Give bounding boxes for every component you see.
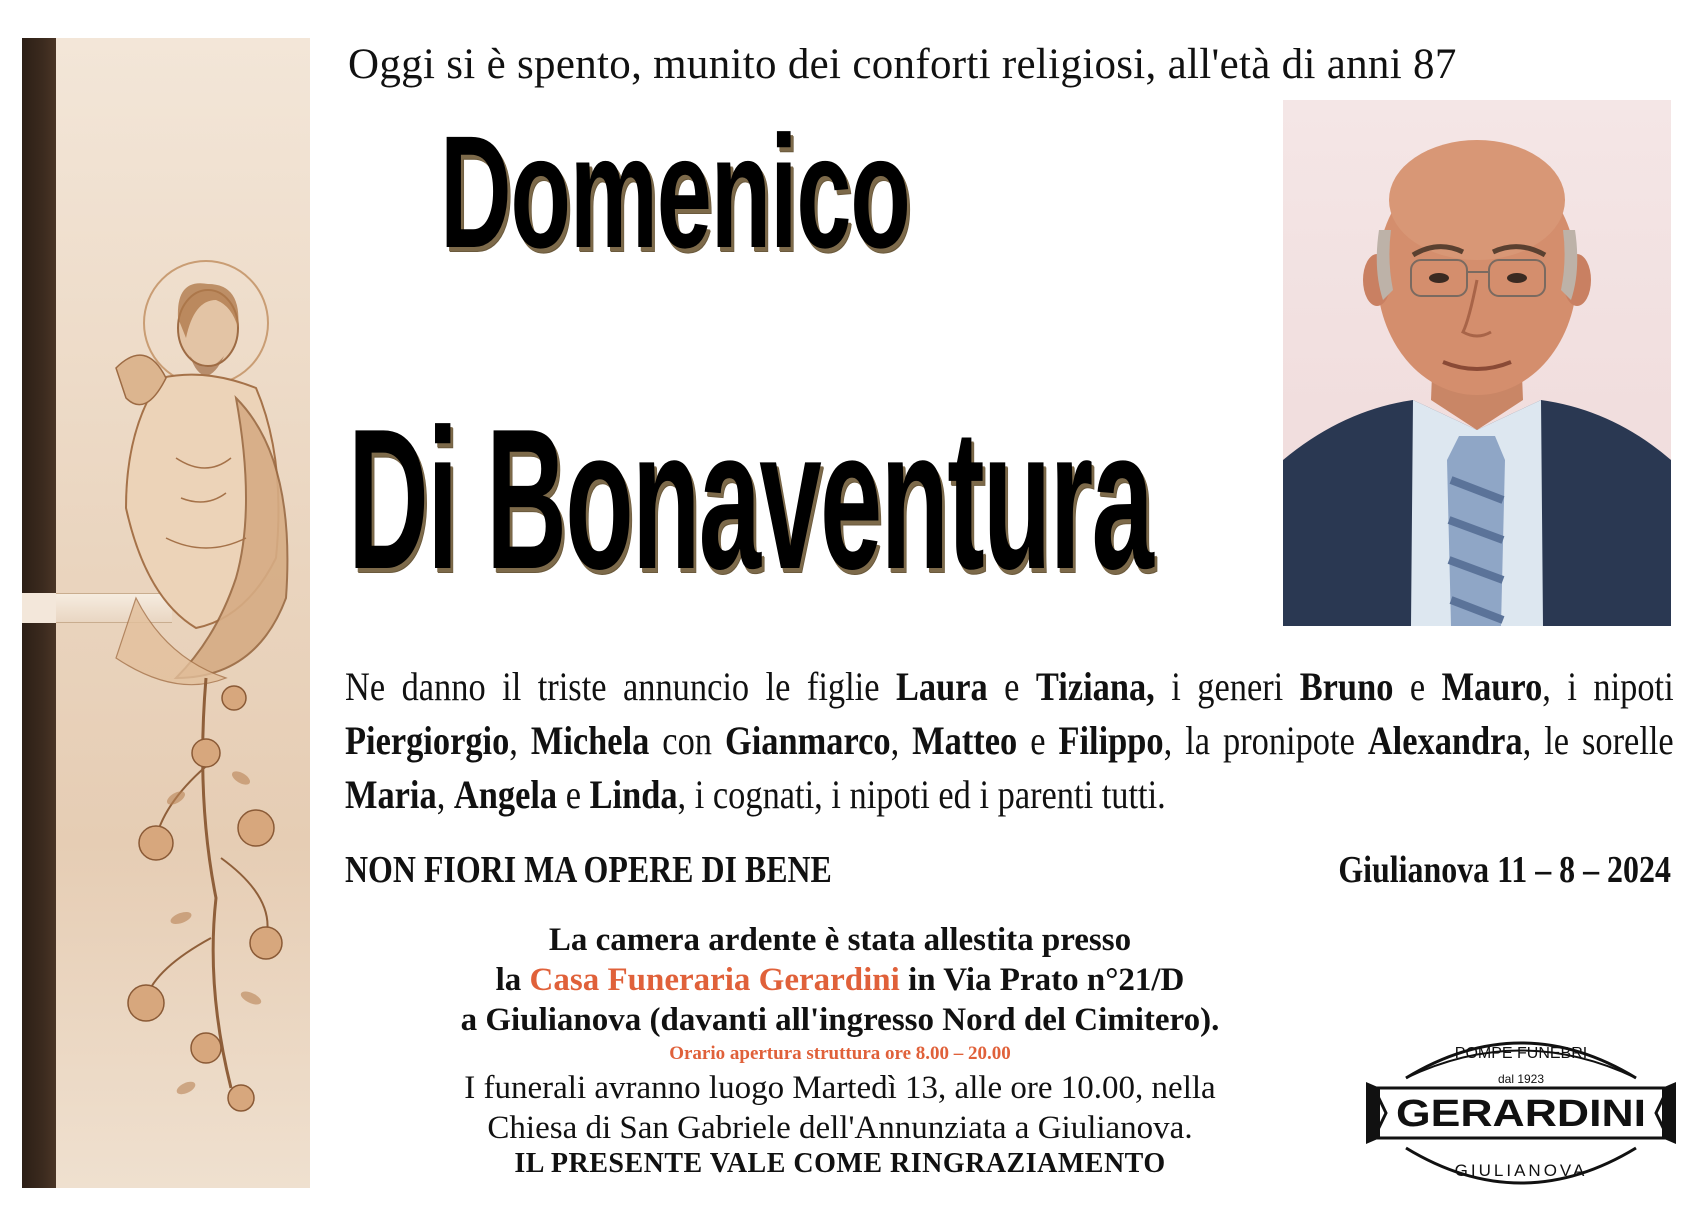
name-alexandra: Alexandra [1367,718,1523,763]
portrait-photo [1283,100,1671,626]
funeral-line-1: I funerali avranno luogo Martedì 13, alle ore 10.00, nella [464,1070,1216,1106]
logo-city-text: GIULIANOVA [1454,1161,1588,1180]
deceased-last-name: Di Bonaventura [348,388,1153,611]
name-matteo: Matteo [912,718,1018,763]
deceased-first-name: Domenico [440,102,910,281]
place-date: Giulianova 11 – 8 – 2024 [1338,849,1671,891]
name-michela: Michela [530,718,650,763]
name-piergiorgio: Piergiorgio [345,718,510,763]
thanks-note: IL PRESENTE VALE COME RINGRAZIAMENTO [514,1148,1166,1179]
name-gianmarco: Gianmarco [724,718,891,763]
name-bruno: Bruno [1299,664,1394,709]
opening-hours: Orario apertura struttura ore 8.00 – 20.00 [669,1043,1011,1064]
name-maria: Maria [345,772,437,817]
name-filippo: Filippo [1058,718,1164,763]
name-tiziana: Tiziana, [1035,664,1155,709]
camera-ardente-info [330,920,1350,1040]
camera-line-2: la Casa Funeraria Gerardini in Via Prato n°21/D [495,962,1185,998]
camera-line-3: a Giulianova (davanti all'ingresso Nord del Cimitero). [460,1002,1220,1038]
name-mauro: Mauro [1441,664,1543,709]
non-fiori-note: NON FIORI MA OPERE DI BENE [345,849,832,891]
camera-line-1: La camera ardente è stata allestita presso [548,922,1132,958]
name-laura: Laura [895,664,988,709]
logo-top-text: POMPE FUNEBRI [1454,1045,1588,1062]
funeral-info [330,1068,1350,1148]
gerardini-logo [1366,1018,1676,1188]
logo-since-text: dal 1923 [1497,1072,1545,1086]
intro-line: Oggi si è spento, munito dei conforti religiosi, all'età di anni 87 [348,41,1457,88]
christ-illustration [56,38,310,1188]
name-linda: Linda [589,772,678,817]
logo-brand-text: GERARDINI [1396,1093,1646,1135]
name-angela: Angela [453,772,558,817]
funeral-home-name: Casa Funeraria Gerardini [529,962,900,998]
announcement-text: Ne danno il triste annuncio le figlie Laura e Tiziana, i generi Bruno e Mauro, i nipoti Piergiorgio, Michela con Gianmarco, Matteo e Filippo, la pronipote Alexandra, le sorelle Maria, Angela e Linda, i cognati, i nipoti ed i parenti tutti. [345,664,1674,817]
funeral-line-2: Chiesa di San Gabriele dell'Annunziata a Giulianova. [487,1110,1193,1146]
side-decoration [22,38,310,1188]
